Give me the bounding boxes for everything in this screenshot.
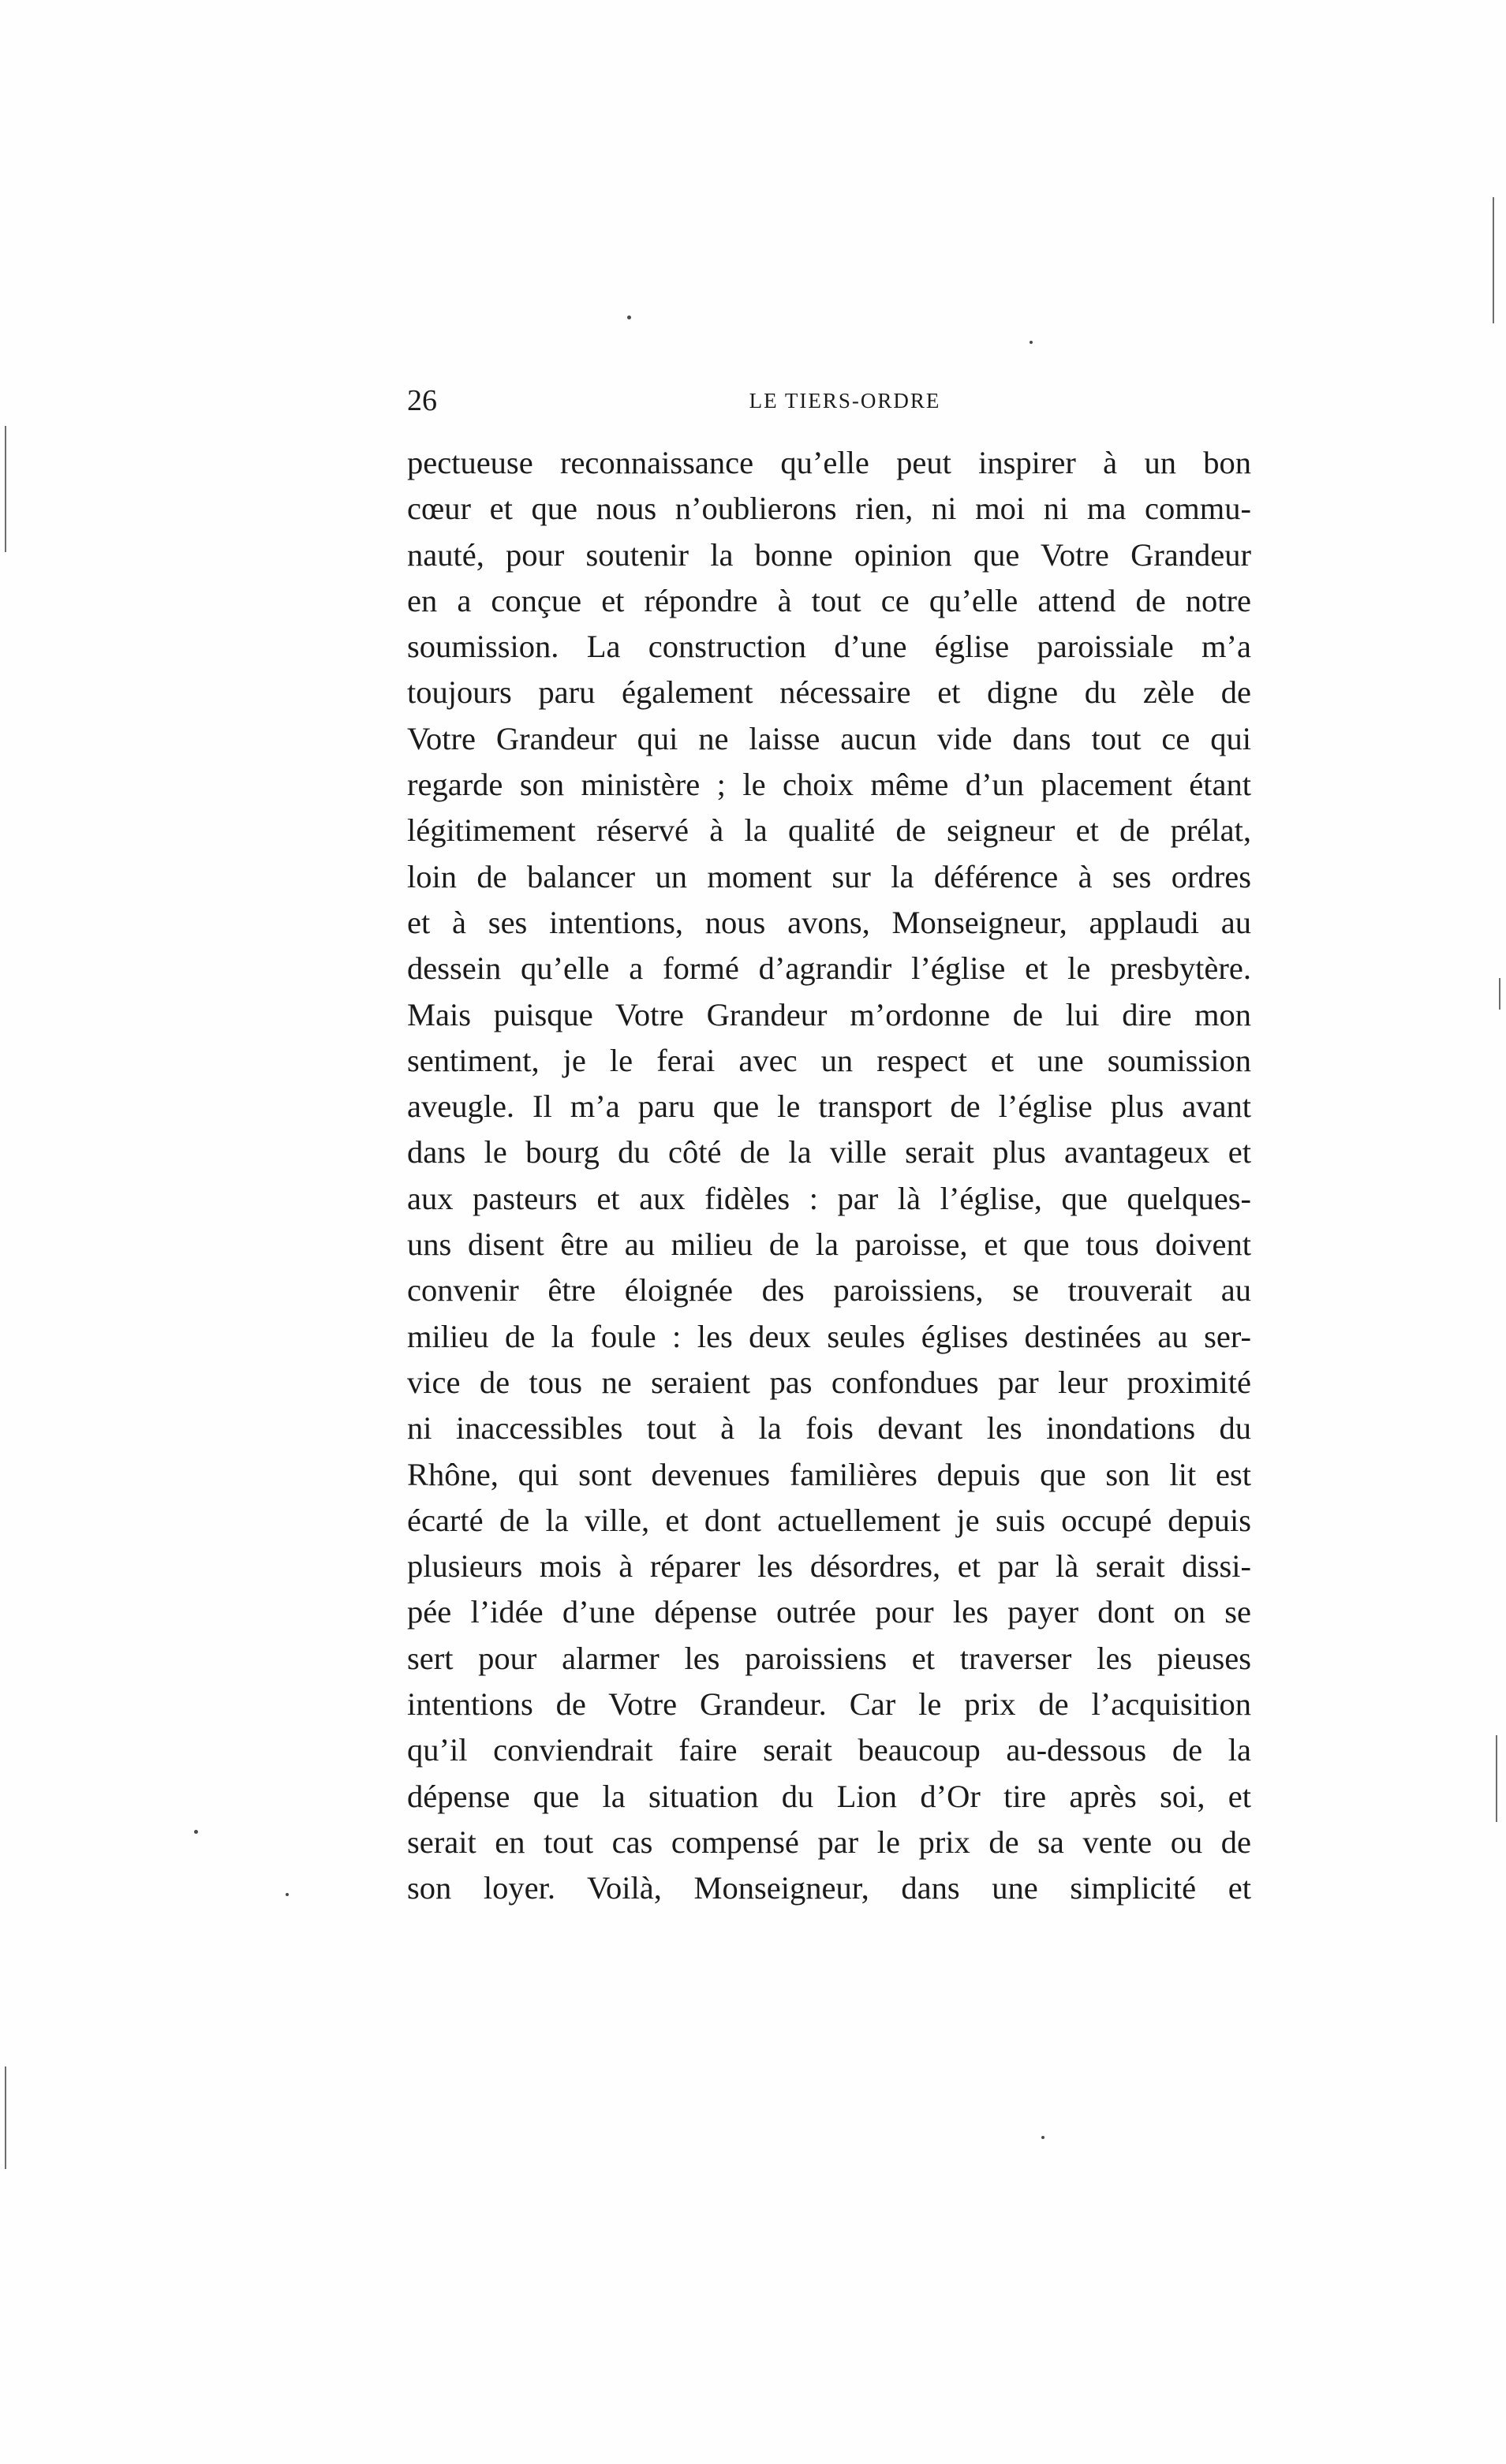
text-line: dépense que la situation du Lion d’Or tire après soi, et <box>407 1778 1251 1814</box>
text-line: uns disent être au milieu de la paroisse, et que tous doivent <box>407 1226 1251 1263</box>
text-line: sentiment, je le ferai avec un respect et une soumission <box>407 1042 1251 1078</box>
text-line: en a conçue et répondre à tout ce qu’elle attend de notre <box>407 582 1251 618</box>
text-line: convenir être éloignée des paroissiens, se trouverait au <box>407 1272 1251 1309</box>
text-line: son loyer. Voilà, Monseigneur, dans une simplicité et <box>407 1870 1251 1906</box>
scan-edge-mark-right-lower <box>1496 1735 1497 1822</box>
running-title: LE TIERS-ORDRE <box>749 389 941 413</box>
text-line: et à ses intentions, nous avons, Monseigneur, applaudi au <box>407 904 1251 940</box>
text-line: sert pour alarmer les paroissiens et traverser les pieuses <box>407 1640 1251 1676</box>
text-line: légitimement réservé à la qualité de seigneur et de prélat, <box>407 812 1251 849</box>
scan-edge-mark-right <box>1493 197 1494 323</box>
text-line: cœur et que nous n’oublierons rien, ni moi ni ma commu- <box>407 491 1251 527</box>
page-number: 26 <box>407 384 437 417</box>
text-line: écarté de la ville, et dont actuellement je suis occupé depuis <box>407 1502 1251 1538</box>
scan-speck <box>1030 341 1033 344</box>
text-line: Mais puisque Votre Grandeur m’ordonne de lui dire mon <box>407 996 1251 1032</box>
text-line: dans le bourg du côté de la ville serait plus avantageux et <box>407 1134 1251 1170</box>
scan-speck <box>627 315 631 319</box>
text-line: plusieurs mois à réparer les désordres, et par là serait dissi- <box>407 1548 1251 1585</box>
text-line: pectueuse reconnaissance qu’elle peut inspirer à un bon <box>407 445 1251 480</box>
scan-edge-mark-left-lower <box>5 2066 6 2169</box>
text-line: Votre Grandeur qui ne laisse aucun vide dans tout ce qui <box>407 720 1251 756</box>
text-line: qu’il conviendrait faire serait beaucoup au-dessous de la <box>407 1732 1251 1768</box>
text-line: dessein qu’elle a formé d’agrandir l’église et le presbytère. <box>407 950 1251 987</box>
text-line: regarde son ministère ; le choix même d’un placement étant <box>407 767 1251 803</box>
text-line: nauté, pour soutenir la bonne opinion que Votre Grandeur <box>407 536 1251 573</box>
scan-speck <box>1041 2136 1044 2139</box>
text-line: pée l’idée d’une dépense outrée pour les payer dont on se <box>407 1594 1251 1630</box>
scan-edge-mark-right-mid <box>1499 978 1500 1010</box>
scan-speck <box>286 1893 289 1896</box>
page-header <box>407 377 1251 424</box>
scan-edge-mark-left <box>5 426 6 552</box>
text-line: intentions de Votre Grandeur. Car le prix de l’acquisition <box>407 1686 1251 1723</box>
text-line: aux pasteurs et aux fidèles : par là l’église, que quelques- <box>407 1180 1251 1216</box>
text-line: aveugle. Il m’a paru que le transport de l’église plus avant <box>407 1088 1251 1125</box>
text-line: milieu de la foule : les deux seules églises destinées au ser- <box>407 1318 1251 1354</box>
text-line: loin de balancer un moment sur la déférence à ses ordres <box>407 858 1251 894</box>
body-text <box>407 440 1251 1912</box>
text-line: Rhône, qui sont devenues familières depuis que son lit est <box>407 1456 1251 1492</box>
text-line: soumission. La construction d’une église paroissiale m’a <box>407 629 1251 665</box>
scan-speck <box>194 1830 198 1834</box>
text-line: toujours paru également nécessaire et digne du zèle de <box>407 674 1251 711</box>
text-line: serait en tout cas compensé par le prix de sa vente ou de <box>407 1824 1251 1860</box>
text-line: ni inaccessibles tout à la fois devant les inondations du <box>407 1410 1251 1447</box>
text-line: vice de tous ne seraient pas confondues par leur proximité <box>407 1364 1251 1400</box>
